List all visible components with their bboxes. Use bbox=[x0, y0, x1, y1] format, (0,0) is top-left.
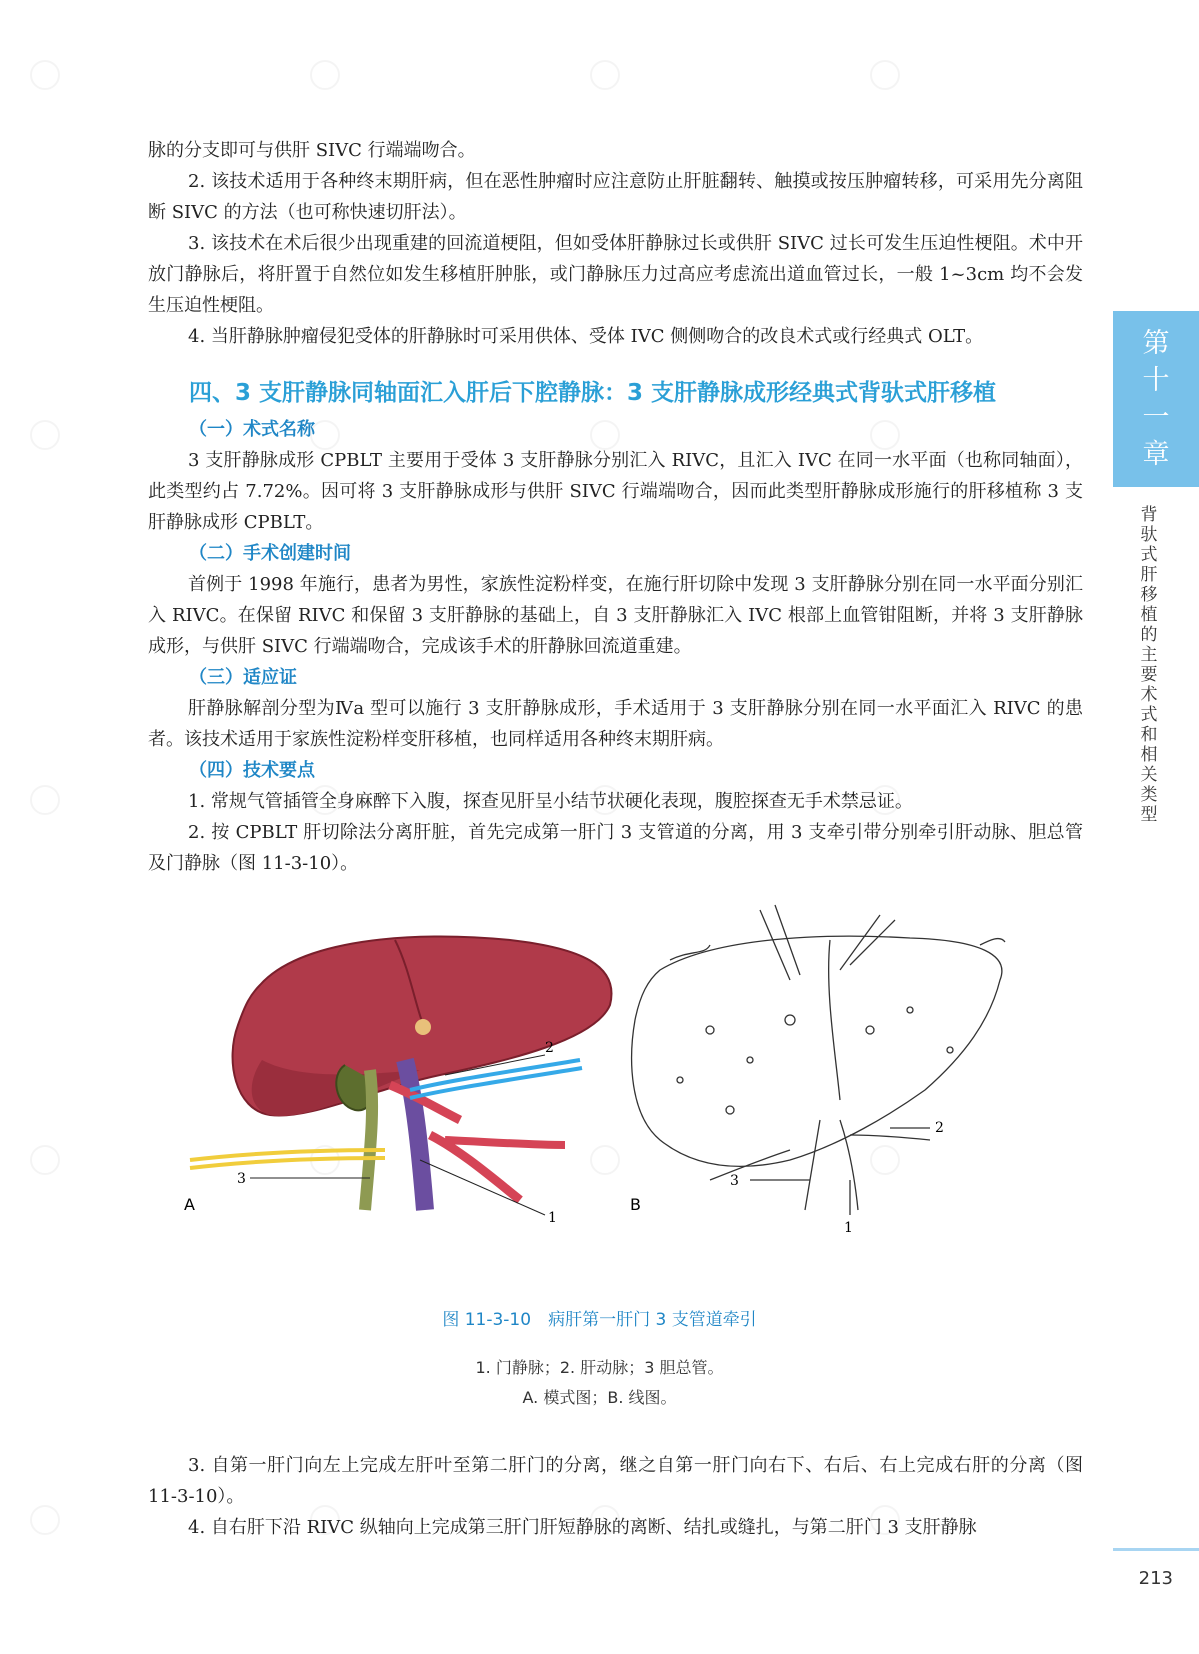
panel-a-label-1: 1 bbox=[548, 1210, 557, 1226]
chapter-tab-label: 第十一章 bbox=[1142, 328, 1170, 470]
liver-line-drawing-panel-b bbox=[632, 905, 1005, 1215]
paragraph-creation-time: 首例于 1998 年施行，患者为男性，家族性淀粉样变，在施行肝切除中发现 3 支肝静脉分别在同一水平面分别汇入 RIVC。在保留 RIVC 和保留 3 支肝静脉的基础上，自 3 支肝静脉汇入 IVC 根部上血管钳阻断，并将 3 支肝静脉成形，与供肝 SIVC 行端端吻合，完成该手术的肝静脉回流道重建。 bbox=[148, 574, 1083, 657]
section-title: 四、3 支肝静脉同轴面汇入肝后下腔静脉：3 支肝静脉成形经典式背驮式肝移植 bbox=[189, 380, 997, 406]
paragraph-indications: 肝静脉解剖分型为Ⅳa 型可以施行 3 支肝静脉成形，手术适用于 3 支肝静脉分别在同一水平面汇入 RIVC 的患者。该技术适用于家族性淀粉样变肝移植，也同样适用各种终末期肝病。 bbox=[148, 698, 1083, 750]
panel-a-label-3: 3 bbox=[237, 1171, 246, 1187]
subhead-indications: （三）适应证 bbox=[189, 667, 297, 688]
paragraph-procedure-name: 3 支肝静脉成形 CPBLT 主要用于受体 3 支肝静脉分别汇入 RIVC，且汇入 IVC 在同一水平面（也称同轴面），此类型约占 7.72%。因可将 3 支肝静脉成形与供肝 SIVC 行端端吻合，因而此类型肝静脉成形施行的肝移植称 3 支肝静脉成形 CPBLT。 bbox=[148, 450, 1083, 533]
panel-b-label-3: 3 bbox=[730, 1173, 739, 1189]
paragraph-step-3: 3. 自第一肝门向左上完成左肝叶至第二肝门的分离，继之自第一肝门向右下、右后、右上完成右肝的分离（图 11-3-10）。 bbox=[148, 1455, 1083, 1507]
page-number-rule bbox=[1113, 1548, 1199, 1551]
panel-a-label-2: 2 bbox=[545, 1040, 554, 1056]
paragraph-step-4: 4. 自右肝下沿 RIVC 纵轴向上完成第三肝门肝短静脉的离断、结扎或缝扎，与第二肝门 3 支肝静脉 bbox=[188, 1517, 977, 1538]
liver-illustration-panel-a bbox=[190, 936, 612, 1215]
panel-b-letter: B bbox=[630, 1195, 641, 1214]
figure-legend-panels: A. 模式图；B. 线图。 bbox=[522, 1388, 677, 1407]
subhead-creation-time: （二）手术创建时间 bbox=[189, 543, 351, 564]
panel-a-letter: A bbox=[184, 1195, 195, 1214]
chapter-tab bbox=[1113, 311, 1199, 487]
figure-illustration bbox=[184, 910, 1060, 1290]
figure-legend-labels: 1. 门静脉；2. 肝动脉；3 胆总管。 bbox=[475, 1358, 724, 1377]
paragraph-point-3: 3. 该技术在术后很少出现重建的回流道梗阻，但如受体肝静脉过长或供肝 SIVC 过长可发生压迫性梗阻。术中开放门静脉后，将肝置于自然位如发生移植肝肿胀，或门静脉压力过高应考虑流出道血管过长，一般 1~3cm 均不会发生压迫性梗阻。 bbox=[148, 233, 1083, 316]
subhead-technique: （四）技术要点 bbox=[189, 760, 315, 781]
paragraph-point-4: 4. 当肝静脉肿瘤侵犯受体的肝静脉时可采用供体、受体 IVC 侧侧吻合的改良术式或行经典式 OLT。 bbox=[188, 326, 984, 347]
panel-b-label-2: 2 bbox=[935, 1120, 944, 1136]
running-side-title: 背驮式肝移植的主要术式和相关类型 bbox=[1140, 505, 1158, 825]
subhead-procedure-name: （一）术式名称 bbox=[189, 419, 315, 440]
figure-11-3-10 bbox=[184, 910, 1060, 1290]
paragraph-step-2: 2. 按 CPBLT 肝切除法分离肝脏，首先完成第一肝门 3 支管道的分离，用 3 支牵引带分别牵引肝动脉、胆总管及门静脉（图 11-3-10）。 bbox=[148, 822, 1083, 874]
paragraph-continuation: 脉的分支即可与供肝 SIVC 行端端吻合。 bbox=[148, 140, 476, 161]
paragraph-step-1: 1. 常规气管插管全身麻醉下入腹，探查见肝呈小结节状硬化表现，腹腔探查无手术禁忌证。 bbox=[188, 791, 913, 812]
paragraph-point-2: 2. 该技术适用于各种终末期肝病，但在恶性肿瘤时应注意防止肝脏翻转、触摸或按压肿瘤转移，可采用先分离阻断 SIVC 的方法（也可称快速切肝法）。 bbox=[148, 171, 1083, 223]
figure-caption: 图 11-3-10 病肝第一肝门 3 支管道牵引 bbox=[442, 1310, 757, 1330]
page-number: 213 bbox=[1138, 1568, 1173, 1589]
panel-b-label-1: 1 bbox=[844, 1220, 853, 1236]
